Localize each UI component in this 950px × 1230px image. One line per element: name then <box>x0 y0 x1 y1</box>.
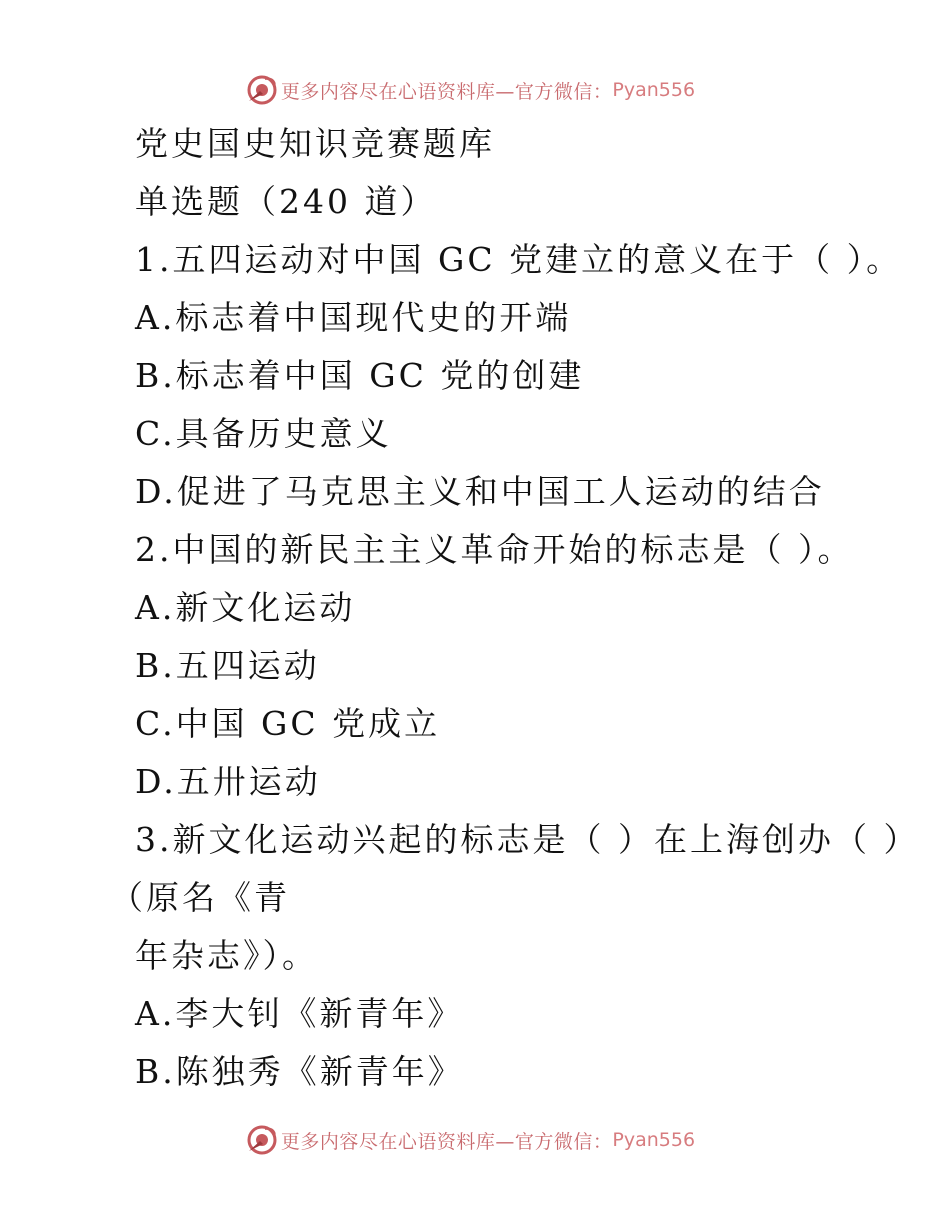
q1-option-c: C.具备历史意义 <box>135 414 392 453</box>
watermark-wechat-id: Pyan556 <box>612 79 696 101</box>
question-3-continued: （原名《青 <box>110 878 290 917</box>
q3-option-a: A.李大钊《新青年》 <box>135 994 464 1033</box>
question-2: 2.中国的新民主主义革命开始的标志是（ ）。 <box>135 530 854 569</box>
seal-logo-icon <box>245 1123 279 1157</box>
q2-option-d: D.五卅运动 <box>135 762 321 801</box>
q2-option-b: B.五四运动 <box>135 646 320 685</box>
seal-logo-icon <box>245 73 279 107</box>
document-title: 党史国史知识竞赛题库 <box>135 124 495 163</box>
watermark-text: 更多内容尽在心语资料库—官方微信： <box>280 1130 613 1153</box>
question-3-continued-2: 年杂志》）。 <box>135 936 318 975</box>
question-3: 3.新文化运动兴起的标志是（ ）在上海创办（ ） <box>135 820 920 859</box>
watermark-text: 更多内容尽在心语资料库—官方微信： <box>280 80 613 103</box>
watermark-wechat-id: Pyan556 <box>612 1129 696 1151</box>
question-1: 1.五四运动对中国 GC 党建立的意义在于（ ）。 <box>135 240 903 279</box>
section-heading: 单选题（240 道） <box>135 182 437 221</box>
q2-option-c: C.中国 GC 党成立 <box>135 704 441 743</box>
q1-option-d: D.促进了马克思主义和中国工人运动的结合 <box>135 472 825 511</box>
q3-option-b: B.陈独秀《新青年》 <box>135 1052 464 1091</box>
q2-option-a: A.新文化运动 <box>135 588 356 627</box>
q1-option-a: A.标志着中国现代史的开端 <box>135 298 572 337</box>
watermark-footer <box>0 1120 950 1160</box>
q1-option-b: B.标志着中国 GC 党的创建 <box>135 356 585 395</box>
watermark-header <box>0 70 950 110</box>
